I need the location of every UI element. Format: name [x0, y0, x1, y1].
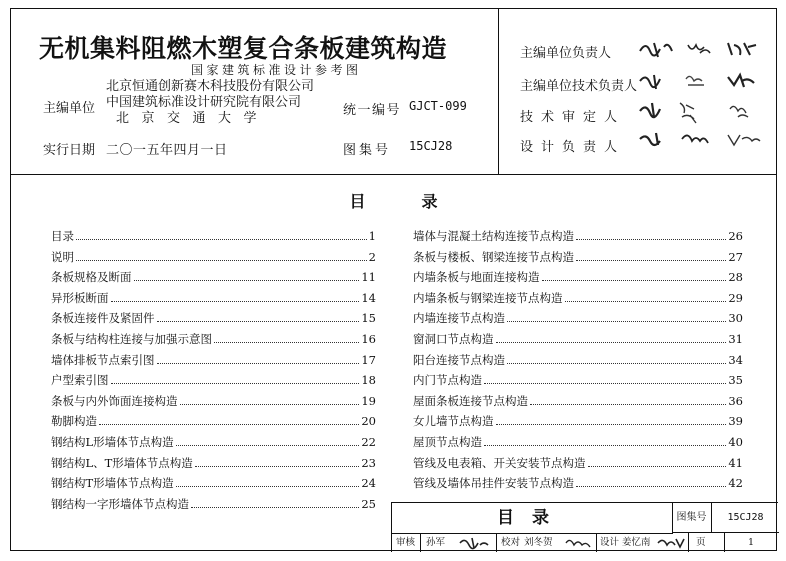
leader-dots — [111, 293, 360, 302]
toc-item[interactable] — [51, 310, 376, 331]
title-block — [391, 502, 778, 552]
toc-right-column — [413, 228, 743, 496]
effective-date-label: 实行日期 — [43, 143, 96, 158]
title-block-atlas-value: 15CJ28 — [712, 503, 779, 533]
signature-image — [656, 535, 686, 550]
editor-item: 北京恒通创新赛木科技股份有限公司 — [106, 79, 315, 94]
toc-item-page: 41 — [728, 455, 743, 470]
toc-item-title: 钢结构一字形墙体节点构造 — [51, 496, 189, 511]
toc-item[interactable] — [51, 496, 376, 517]
leader-dots — [176, 478, 360, 487]
toc-item-page: 28 — [728, 270, 743, 285]
title-block-atlas-label: 图集号 — [672, 503, 712, 533]
toc-item-page: 36 — [728, 393, 743, 408]
atlas-number-label: 图集号 — [343, 143, 392, 158]
check-label: 校对 — [501, 537, 521, 548]
leader-dots — [507, 355, 726, 364]
leader-dots — [157, 313, 360, 322]
leader-dots — [496, 334, 727, 343]
toc-item-title: 异形板断面 — [51, 290, 109, 305]
toc-item-page: 24 — [361, 476, 376, 491]
toc-item[interactable] — [51, 393, 376, 414]
signature-image — [458, 535, 492, 550]
toc-item[interactable] — [413, 352, 743, 373]
header-info — [11, 9, 499, 174]
toc-item-title: 屋顶节点构造 — [413, 434, 482, 449]
toc-item-page: 23 — [361, 455, 376, 470]
toc-item-title: 条板与楼板、钢梁连接节点构造 — [413, 249, 574, 264]
designer-name: 姜忆南 — [622, 537, 651, 548]
toc-item-page: 31 — [728, 331, 743, 346]
toc-item[interactable] — [51, 249, 376, 270]
leader-dots — [576, 231, 726, 240]
toc-item-page: 30 — [728, 311, 743, 326]
toc-item-page: 27 — [728, 249, 743, 264]
cell-divider — [688, 533, 689, 552]
leader-dots — [484, 375, 726, 384]
signature-image — [638, 69, 768, 93]
leader-dots — [576, 252, 726, 261]
toc-item[interactable] — [413, 290, 743, 311]
page-number: 1 — [748, 537, 755, 548]
review-label: 审核 — [396, 537, 416, 548]
toc-item-title: 条板与内外饰面连接构造 — [51, 393, 178, 408]
toc-item-page: 11 — [361, 270, 376, 285]
editor-item: 北京交通大学 — [116, 111, 270, 126]
toc-item[interactable] — [51, 455, 376, 476]
toc-item-title: 墙体与混凝土结构连接节点构造 — [413, 229, 574, 243]
reviewer-name: 孙军 — [426, 537, 446, 548]
toc-item[interactable] — [413, 310, 743, 331]
toc-item-title: 钢结构L、T形墙体节点构造 — [51, 455, 193, 470]
unified-number-label: 统一编号 — [343, 103, 402, 118]
leader-dots — [180, 396, 360, 405]
toc-item-title: 女儿墙节点构造 — [413, 414, 494, 429]
toc-item[interactable] — [51, 228, 376, 249]
toc-item-page: 20 — [361, 414, 376, 429]
signature-image — [638, 127, 773, 153]
toc-item-title: 钢结构L形墙体节点构造 — [51, 434, 174, 449]
toc-item-page: 35 — [728, 373, 743, 388]
responsibility-label: 主编单位技术负责人 — [520, 79, 638, 94]
toc-item-title: 勒脚构造 — [51, 414, 97, 429]
title-block-signoff-row — [392, 533, 779, 552]
toc-item-page: 26 — [728, 229, 743, 243]
toc-item[interactable] — [51, 413, 376, 434]
leader-dots — [530, 396, 726, 405]
toc-item[interactable] — [413, 455, 743, 476]
leader-dots — [134, 272, 360, 281]
toc-item-title: 窗洞口节点构造 — [413, 331, 494, 346]
toc-item-page: 39 — [728, 414, 743, 429]
leader-dots — [507, 313, 726, 322]
toc-item-title: 内门节点构造 — [413, 373, 482, 388]
toc-item[interactable] — [413, 269, 743, 290]
toc-item-page: 18 — [361, 373, 376, 388]
leader-dots — [195, 458, 360, 467]
toc-item-page: 42 — [728, 476, 743, 491]
header-block — [11, 9, 776, 175]
toc-item-page: 22 — [361, 434, 376, 449]
toc-item[interactable] — [51, 269, 376, 290]
signature-image — [636, 37, 766, 61]
leader-dots — [496, 416, 727, 425]
toc-item-page: 17 — [361, 352, 376, 367]
cell-divider — [724, 533, 725, 552]
subtitle: 国家建筑标准设计参考图 — [191, 63, 362, 77]
leader-dots — [214, 334, 359, 343]
toc-item[interactable] — [413, 249, 743, 270]
toc-item-title: 条板连接件及紧固件 — [51, 311, 155, 326]
toc-item[interactable] — [413, 475, 743, 496]
leader-dots — [542, 272, 727, 281]
toc-item-title: 户型索引图 — [51, 373, 109, 388]
toc-item-page: 2 — [368, 249, 376, 264]
toc-item[interactable] — [51, 352, 376, 373]
signature-image — [638, 97, 768, 127]
responsibility-row — [520, 42, 630, 61]
leader-dots — [565, 293, 727, 302]
unified-number-value: GJCT-099 — [409, 99, 467, 113]
toc-item-title: 条板与结构柱连接与加强示意图 — [51, 331, 212, 346]
toc-item-title: 墙体排板节点索引图 — [51, 352, 155, 367]
cell-divider — [596, 533, 597, 552]
leader-dots — [176, 437, 360, 446]
leader-dots — [76, 231, 367, 240]
toc-item[interactable] — [51, 290, 376, 311]
atlas-number-value: 15CJ28 — [409, 139, 453, 153]
toc-item-page: 40 — [728, 434, 743, 449]
effective-date-value: 二〇一五年四月一日 — [106, 143, 228, 158]
toc-item-title: 管线及墙体吊挂件安装节点构造 — [413, 476, 574, 491]
toc-item-page: 29 — [728, 290, 743, 305]
toc-item-title: 钢结构T形墙体节点构造 — [51, 476, 174, 491]
responsibility-row — [520, 136, 630, 155]
toc-item-title: 说明 — [51, 249, 74, 264]
toc-item-title: 条板规格及断面 — [51, 270, 132, 285]
toc-item-page: 25 — [361, 496, 376, 511]
leader-dots — [484, 437, 726, 446]
toc-item-title: 管线及电表箱、开关安装节点构造 — [413, 455, 586, 470]
toc-item[interactable] — [51, 331, 376, 352]
leader-dots — [191, 499, 359, 508]
toc-item-title: 内墙条板与钢梁连接节点构造 — [413, 290, 563, 305]
responsibility-row — [520, 75, 638, 94]
cell-divider — [496, 533, 497, 552]
leader-dots — [157, 355, 360, 364]
design-label: 设计 — [600, 537, 620, 548]
page-title: 无机集料阻燃木塑复合条板建筑构造 — [39, 34, 448, 63]
checker-name: 刘冬贺 — [524, 537, 553, 548]
signature-image — [564, 535, 594, 550]
toc-item-title: 内墙连接节点构造 — [413, 311, 505, 326]
toc-item-title: 目录 — [51, 229, 74, 243]
toc-item-page: 19 — [361, 393, 376, 408]
toc-item-page: 15 — [361, 311, 376, 326]
toc-heading: 目录 — [349, 192, 494, 211]
toc-item-title: 内墙条板与地面连接构造 — [413, 270, 540, 285]
toc-item[interactable] — [413, 434, 743, 455]
toc-item-page: 34 — [728, 352, 743, 367]
editor-item: 中国建筑标准设计研究院有限公司 — [106, 95, 302, 110]
editor-label: 主编单位 — [43, 101, 96, 116]
toc-item[interactable] — [51, 372, 376, 393]
title-block-name: 目录 — [392, 503, 673, 534]
responsibility-label: 主编单位负责人 — [520, 46, 612, 61]
toc-item[interactable] — [51, 475, 376, 496]
toc-item-title: 屋面条板连接节点构造 — [413, 393, 528, 408]
responsibility-row — [520, 106, 630, 125]
leader-dots — [588, 458, 727, 467]
responsibility-label: 设计负责人 — [520, 140, 626, 155]
page-label: 页 — [696, 537, 706, 548]
responsibility-label: 技术审定人 — [520, 110, 626, 125]
toc-item[interactable] — [413, 393, 743, 414]
toc-item-page: 16 — [361, 331, 376, 346]
toc-item-page: 1 — [368, 229, 376, 243]
cell-divider — [420, 533, 421, 552]
toc-left-column — [51, 228, 376, 516]
toc-item-title: 阳台连接节点构造 — [413, 352, 505, 367]
toc-item-page: 14 — [361, 290, 376, 305]
toc-item[interactable] — [51, 434, 376, 455]
toc-item[interactable] — [413, 372, 743, 393]
drawing-sheet — [10, 8, 777, 551]
toc-item[interactable] — [413, 413, 743, 434]
leader-dots — [576, 478, 726, 487]
leader-dots — [76, 252, 367, 261]
responsibility-block — [498, 9, 778, 174]
leader-dots — [111, 375, 360, 384]
editor-list — [106, 79, 314, 127]
toc-item[interactable] — [413, 331, 743, 352]
leader-dots — [99, 416, 359, 425]
toc-item[interactable] — [413, 228, 743, 249]
